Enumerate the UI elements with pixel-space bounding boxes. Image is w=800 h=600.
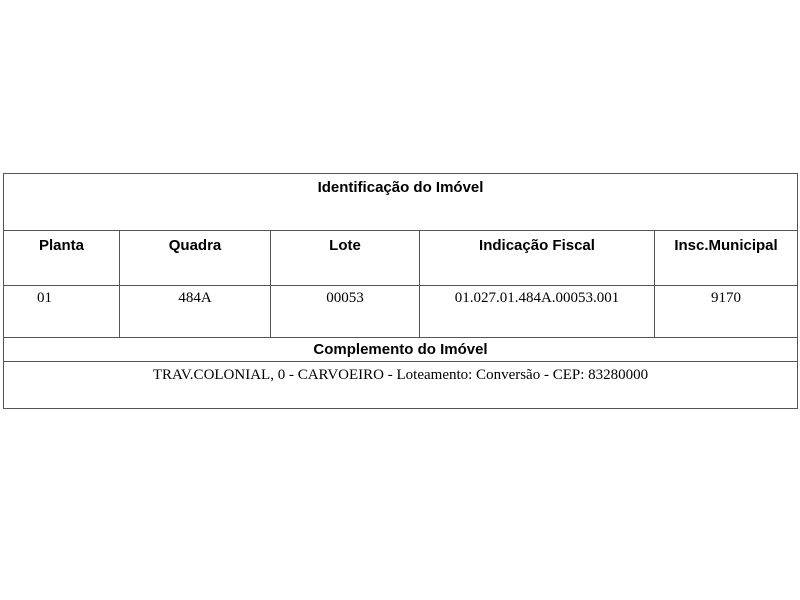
value-quadra: 484A [120, 286, 271, 338]
value-planta: 01 [4, 286, 120, 338]
identificacao-title: Identificação do Imóvel [4, 174, 798, 231]
value-insc-municipal: 9170 [655, 286, 798, 338]
property-identification-document [3, 173, 797, 409]
complemento-title: Complemento do Imóvel [4, 338, 798, 362]
address-text: TRAV.COLONIAL, 0 - CARVOEIRO - Loteamento: Conversão - CEP: 83280000 [4, 362, 798, 409]
header-insc-municipal: Insc.Municipal [655, 231, 798, 286]
header-planta: Planta [4, 231, 120, 286]
header-indicacao-fiscal: Indicação Fiscal [420, 231, 655, 286]
header-quadra: Quadra [120, 231, 271, 286]
header-lote: Lote [271, 231, 420, 286]
value-indicacao-fiscal: 01.027.01.484A.00053.001 [420, 286, 655, 338]
value-lote: 00053 [271, 286, 420, 338]
identification-table [3, 173, 798, 409]
table-row [4, 286, 798, 338]
